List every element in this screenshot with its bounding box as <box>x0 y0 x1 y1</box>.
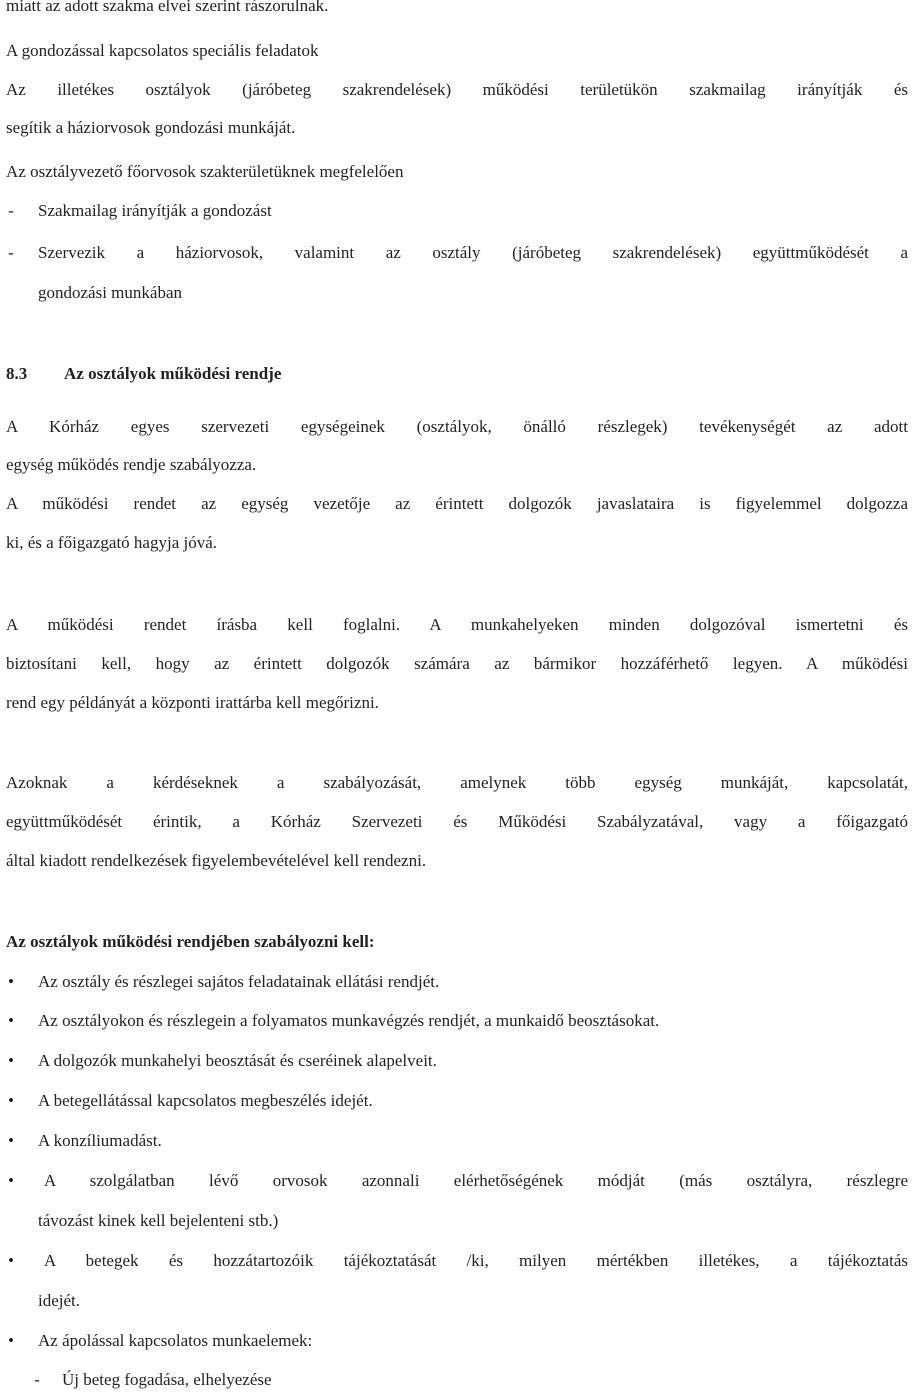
paragraph-line: A működési rendet írásba kell foglalni. A munkahelyeken minden dolgozóval ismertetni és <box>6 615 908 634</box>
section-title: Az osztályok működési rendje <box>64 364 282 383</box>
dash-item: Szakmailag irányítják a gondozást <box>38 201 272 220</box>
bullet-marker: • <box>8 1251 14 1270</box>
list-item: A konzíliumadást. <box>38 1131 162 1150</box>
list-item: A betegellátással kapcsolatos megbeszélés idejét. <box>38 1091 373 1110</box>
list-item: A szolgálatban lévő orvosok azonnali elérhetőségének módját (más osztályra, részlegre <box>44 1171 908 1190</box>
dash-item-continuation: gondozási munkában <box>38 283 182 302</box>
paragraph-line: A működési rendet az egység vezetője az érintett dolgozók javaslataira is figyelemmel dolgozza <box>6 494 908 513</box>
paragraph-title: A gondozással kapcsolatos speciális feladatok <box>6 41 319 60</box>
paragraph-line: együttműködését érintik, a Kórház Szervezeti és Működési Szabályzatával, vagy a főigazgató <box>6 812 908 831</box>
paragraph-line: miatt az adott szakma elvei szerint rászorulnak. <box>6 0 329 15</box>
paragraph-line: Az illetékes osztályok (járóbeteg szakrendelések) működési területükön szakmailag irányítják és <box>6 80 908 99</box>
dash-item: Szervezik a háziorvosok, valamint az osztály (járóbeteg szakrendelések) együttműködését a <box>38 243 908 262</box>
bullet-marker: • <box>8 972 14 991</box>
dash-marker: - <box>8 201 14 220</box>
paragraph-line: Azoknak a kérdéseknek a szabályozását, amelynek több egység munkáját, kapcsolatát, <box>6 773 908 792</box>
bullet-marker: • <box>8 1011 14 1030</box>
paragraph-line: A Kórház egyes szervezeti egységeinek (osztályok, önálló részlegek) tevékenységét az adott <box>6 417 908 436</box>
bullet-marker: • <box>8 1171 14 1190</box>
bullet-marker: • <box>8 1331 14 1350</box>
section-number: 8.3 <box>6 364 28 383</box>
list-item: Az ápolással kapcsolatos munkaelemek: <box>38 1331 313 1350</box>
paragraph-line: rend egy példányát a központi irattárba kell megőrizni. <box>6 693 379 712</box>
paragraph-line: Az osztályvezető főorvosok szakterületüknek megfelelően <box>6 162 404 181</box>
list-item: A dolgozók munkahelyi beosztását és cseréinek alapelveit. <box>38 1051 437 1070</box>
dash-marker: - <box>34 1370 40 1389</box>
bullet-marker: • <box>8 1131 14 1150</box>
list-item: Az osztályokon és részlegein a folyamatos munkavégzés rendjét, a munkaidő beosztásokat. <box>38 1011 660 1030</box>
paragraph-line: biztosítani kell, hogy az érintett dolgozók számára az bármikor hozzáférhető legyen. A működési <box>6 654 908 673</box>
list-item: Az osztály és részlegei sajátos feladatainak ellátási rendjét. <box>38 972 440 991</box>
sub-list-item: Új beteg fogadása, elhelyezése <box>62 1370 272 1389</box>
bullet-marker: • <box>8 1091 14 1110</box>
dash-marker: - <box>8 243 14 262</box>
list-item-continuation: idejét. <box>38 1291 81 1310</box>
paragraph-line: segítik a háziorvosok gondozási munkáját. <box>6 118 296 137</box>
list-item: A betegek és hozzátartozóik tájékoztatását /ki, milyen mértékben illetékes, a tájékoztatás <box>44 1251 908 1270</box>
paragraph-line: ki, és a főigazgató hagyja jóvá. <box>6 533 218 552</box>
paragraph-line: egység működés rendje szabályozza. <box>6 455 257 474</box>
list-item-continuation: távozást kinek kell bejelenteni stb.) <box>38 1211 279 1230</box>
bullet-marker: • <box>8 1051 14 1070</box>
paragraph-line: által kiadott rendelkezések figyelembevételével kell rendezni. <box>6 851 427 870</box>
list-heading: Az osztályok működési rendjében szabályozni kell: <box>6 932 375 951</box>
